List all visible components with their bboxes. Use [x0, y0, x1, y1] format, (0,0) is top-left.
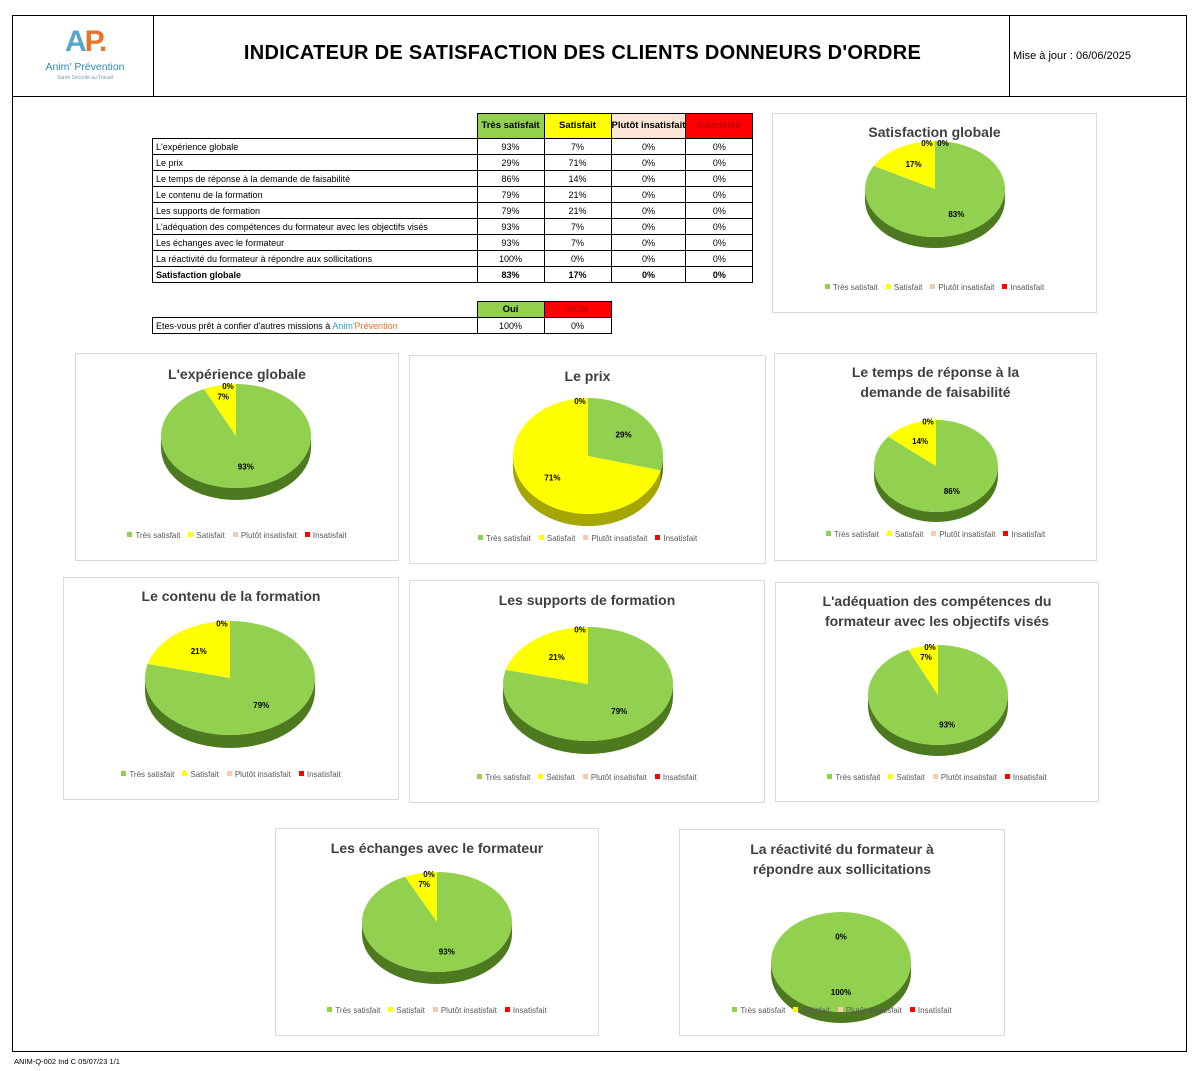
data-label: 7%: [217, 392, 230, 402]
legend-swatch-icon: [583, 535, 588, 540]
table-total-row: [153, 267, 753, 283]
legend-item: [305, 531, 347, 540]
chart-supports-formation: [409, 580, 765, 803]
row-value: 0%: [611, 219, 686, 235]
legend-label: Satisfait: [190, 770, 219, 779]
row-value: 0%: [686, 171, 753, 187]
legend-label: Très satisfait: [833, 530, 879, 539]
row-value: 79%: [477, 187, 544, 203]
legend-item: [887, 530, 923, 539]
legend-swatch-icon: [732, 1007, 737, 1012]
legend-swatch-icon: [931, 531, 936, 536]
legend-item: [838, 1006, 902, 1015]
data-label: 0%: [937, 138, 949, 148]
row-value: 29%: [477, 155, 544, 171]
chart-legend: [410, 773, 764, 782]
legend-label: Très satisfait: [129, 770, 175, 779]
row-value: 7%: [544, 139, 611, 155]
row-value: 0%: [611, 155, 686, 171]
table-row: [153, 251, 753, 267]
row-value: 93%: [477, 139, 544, 155]
legend-label: Satisfait: [196, 531, 225, 540]
legend-swatch-icon: [182, 771, 187, 776]
legend-label: Plutôt insatisfait: [440, 1006, 497, 1015]
row-value: 0%: [686, 235, 753, 251]
row-value: 83%: [477, 267, 544, 283]
legend-label: Insatisfait: [1011, 530, 1046, 539]
legend-swatch-icon: [910, 1007, 915, 1012]
legend-item: [1002, 283, 1044, 292]
legend-label: Satisfait: [396, 1006, 425, 1015]
legend-label: Très satisfait: [485, 534, 531, 543]
page-title: INDICATEUR DE SATISFACTION DES CLIENTS DONNEURS D'ORDRE: [243, 42, 922, 64]
pie-slice-très-satisfait: [771, 912, 911, 1012]
legend-item: [433, 1006, 497, 1015]
row-label: Le contenu de la formation: [153, 187, 478, 203]
chart-title: Le prix: [564, 368, 611, 384]
pie-chart: [76, 354, 398, 560]
pie-chart: [410, 356, 765, 563]
mission-question: [153, 318, 478, 334]
legend-item: [1005, 773, 1047, 782]
legend-swatch-icon: [433, 1007, 438, 1012]
legend-item: [233, 531, 297, 540]
row-value: 71%: [544, 155, 611, 171]
row-value: 0%: [686, 187, 753, 203]
row-value: 17%: [544, 267, 611, 283]
data-label: 79%: [611, 707, 628, 717]
legend-swatch-icon: [583, 774, 588, 779]
chart-legend: [680, 1006, 1004, 1015]
chart-legend: [276, 1006, 598, 1015]
legend-item: [655, 534, 697, 543]
chart-temps-reponse: [774, 353, 1097, 561]
row-value: 86%: [477, 171, 544, 187]
legend-item: [539, 534, 575, 543]
row-value: 93%: [477, 235, 544, 251]
chart-title: L'adéquation des compétences du: [822, 593, 1052, 609]
data-label: 79%: [253, 701, 270, 711]
legend-item: [182, 770, 218, 779]
row-value: 7%: [544, 235, 611, 251]
row-value: 0%: [611, 203, 686, 219]
legend-item: [886, 283, 922, 292]
row-value: 0%: [686, 267, 753, 283]
data-label: 0%: [423, 870, 435, 879]
pie-chart: [776, 583, 1098, 801]
legend-label: Plutôt insatisfait: [590, 773, 647, 782]
legend-item: [478, 534, 531, 543]
header-insatisfait: Insatisfait: [686, 114, 753, 139]
chart-echanges: [275, 828, 599, 1036]
row-value: 0%: [611, 235, 686, 251]
legend-item: [933, 773, 997, 782]
mission-corner: [153, 302, 478, 318]
legend-swatch-icon: [388, 1007, 393, 1012]
legend-label: Plutôt insatisfait: [845, 1006, 902, 1015]
row-value: 0%: [611, 187, 686, 203]
legend-swatch-icon: [1003, 531, 1008, 536]
satisfaction-table: [152, 113, 753, 283]
data-label: 0%: [216, 619, 228, 629]
data-label: 86%: [943, 486, 960, 496]
legend-item: [227, 770, 291, 779]
data-label: 0%: [835, 932, 847, 942]
legend-swatch-icon: [887, 531, 892, 536]
pie-chart: [276, 829, 598, 1035]
legend-item: [583, 773, 647, 782]
legend-label: Très satisfait: [135, 531, 181, 540]
pie-slice-très-satisfait: [161, 384, 311, 488]
data-label: 93%: [939, 720, 956, 730]
data-label: 83%: [948, 209, 965, 219]
row-value: 14%: [544, 171, 611, 187]
chart-title: répondre aux sollicitations: [752, 861, 932, 877]
data-label: 0%: [222, 382, 234, 392]
legend-item: [910, 1006, 952, 1015]
legend-swatch-icon: [121, 771, 126, 776]
row-value: 0%: [686, 155, 753, 171]
row-label: L'expérience globale: [153, 139, 478, 155]
legend-swatch-icon: [305, 532, 310, 537]
legend-label: Insatisfait: [512, 1006, 547, 1015]
chart-title: formateur avec les objectifs visés: [824, 613, 1050, 629]
row-label: Le temps de réponse à la demande de faisabilité: [153, 171, 478, 187]
mission-value-oui: 100%: [477, 318, 544, 334]
legend-label: Plutôt insatisfait: [240, 531, 297, 540]
data-label: 0%: [574, 396, 586, 406]
legend-swatch-icon: [538, 774, 543, 779]
legend-item: [477, 773, 530, 782]
row-value: 0%: [611, 139, 686, 155]
data-label: 17%: [905, 160, 922, 170]
chart-legend: [64, 770, 398, 779]
legend-item: [299, 770, 341, 779]
chart-legend: [776, 773, 1098, 782]
legend-swatch-icon: [227, 771, 232, 776]
chart-legend: [773, 283, 1096, 292]
legend-label: Satisfait: [801, 1006, 830, 1015]
header-non: NON: [544, 302, 611, 318]
chart-contenu-formation: [63, 577, 399, 800]
legend-swatch-icon: [826, 531, 831, 536]
row-value: 7%: [544, 219, 611, 235]
mission-table: [152, 301, 612, 334]
legend-label: Plutôt insatisfait: [234, 770, 291, 779]
chart-title: Les échanges avec le formateur: [330, 840, 544, 856]
data-label: 93%: [438, 947, 455, 957]
row-value: 79%: [477, 203, 544, 219]
legend-label: Insatisfait: [1010, 283, 1045, 292]
legend-item: [888, 773, 924, 782]
logo-name: Anim' Prévention: [45, 61, 125, 73]
row-label: Le prix: [153, 155, 478, 171]
pie-chart: [410, 581, 764, 802]
legend-swatch-icon: [1005, 774, 1010, 779]
legend-label: Plutôt insatisfait: [939, 530, 996, 539]
table-row: [153, 219, 753, 235]
chart-satisfaction-globale: [772, 113, 1097, 313]
legend-item: [127, 531, 180, 540]
legend-item: [825, 283, 878, 292]
header-oui: Oui: [477, 302, 544, 318]
data-label: 21%: [190, 646, 207, 656]
row-value: 0%: [686, 251, 753, 267]
legend-swatch-icon: [888, 774, 893, 779]
legend-label: Satisfait: [546, 534, 576, 543]
legend-label: Très satisfait: [485, 773, 531, 782]
legend-swatch-icon: [827, 774, 832, 779]
legend-label: Satisfait: [896, 773, 925, 782]
chart-legend: [775, 530, 1096, 539]
mission-header-row: [153, 302, 612, 318]
legend-label: Très satisfait: [832, 283, 878, 292]
legend-item: [1003, 530, 1045, 539]
data-label: 21%: [548, 652, 565, 662]
legend-item: [793, 1006, 829, 1015]
mission-brand-b: Prévention: [354, 320, 398, 331]
legend-swatch-icon: [505, 1007, 510, 1012]
chart-legend: [76, 531, 398, 540]
table-row: [153, 203, 753, 219]
data-label: 93%: [237, 462, 254, 472]
legend-label: Très satisfait: [740, 1006, 786, 1015]
legend-swatch-icon: [299, 771, 304, 776]
mission-value-non: 0%: [544, 318, 611, 334]
legend-swatch-icon: [478, 535, 483, 540]
update-date: Mise à jour : 06/06/2025: [1013, 50, 1132, 62]
legend-label: Plutôt insatisfait: [940, 773, 997, 782]
legend-item: [930, 283, 994, 292]
legend-swatch-icon: [930, 284, 935, 289]
legend-item: [538, 773, 574, 782]
logo-mark-icon: AP.: [65, 25, 106, 58]
chart-experience-globale: [75, 353, 399, 561]
legend-label: Très satisfait: [335, 1006, 381, 1015]
legend-item: [931, 530, 995, 539]
data-label: 0%: [924, 643, 936, 652]
row-label: L'adéquation des compétences du formateur avec les objectifs visés: [153, 219, 478, 235]
legend-label: Insatisfait: [312, 531, 347, 540]
row-value: 21%: [544, 187, 611, 203]
legend-label: Insatisfait: [1012, 773, 1047, 782]
table-row: [153, 155, 753, 171]
table-row: [153, 139, 753, 155]
chart-title: Satisfaction globale: [868, 124, 1001, 140]
data-label: 7%: [418, 879, 431, 889]
legend-item: [655, 773, 697, 782]
legend-swatch-icon: [825, 284, 830, 289]
legend-item: [827, 773, 880, 782]
legend-swatch-icon: [539, 535, 544, 540]
row-label: Les échanges avec le formateur: [153, 235, 478, 251]
pie-chart: [680, 830, 1004, 1035]
chart-prix: [409, 355, 766, 564]
legend-item: [583, 534, 647, 543]
data-label: 71%: [544, 473, 561, 483]
data-label: 0%: [922, 417, 934, 427]
table-row: [153, 187, 753, 203]
data-label: 0%: [574, 625, 586, 635]
legend-item: [188, 531, 224, 540]
legend-item: [505, 1006, 547, 1015]
mission-brand-a: Anim': [332, 320, 355, 331]
row-value: 0%: [686, 219, 753, 235]
legend-label: Insatisfait: [306, 770, 341, 779]
table-row: [153, 171, 753, 187]
legend-item: [388, 1006, 424, 1015]
chart-title: Le contenu de la formation: [141, 588, 321, 604]
header-divider-left: [153, 15, 154, 97]
legend-swatch-icon: [655, 774, 660, 779]
row-label: Satisfaction globale: [153, 267, 478, 283]
row-value: 21%: [544, 203, 611, 219]
chart-title: La réactivité du formateur à: [750, 841, 934, 857]
legend-swatch-icon: [886, 284, 891, 289]
legend-label: Insatisfait: [917, 1006, 952, 1015]
legend-label: Insatisfait: [663, 534, 698, 543]
legend-swatch-icon: [188, 532, 193, 537]
mission-row: [153, 318, 612, 334]
document-footer: ANIM-Q-002 Ind C 05/07/23 1/1: [14, 1057, 120, 1066]
header-tres-satisfait: Très satisfait: [477, 114, 544, 139]
legend-swatch-icon: [838, 1007, 843, 1012]
legend-swatch-icon: [477, 774, 482, 779]
header-divider: [12, 96, 1187, 97]
row-label: Les supports de formation: [153, 203, 478, 219]
legend-label: Satisfait: [894, 530, 924, 539]
row-value: 0%: [686, 139, 753, 155]
legend-label: Plutôt insatisfait: [938, 283, 995, 292]
chart-adequation: [775, 582, 1099, 802]
legend-item: [327, 1006, 380, 1015]
legend-swatch-icon: [1002, 284, 1007, 289]
chart-title: Le temps de réponse à la: [851, 364, 1020, 380]
row-value: 0%: [686, 203, 753, 219]
row-value: 0%: [611, 171, 686, 187]
chart-reactivite: [679, 829, 1005, 1036]
legend-label: Plutôt insatisfait: [591, 534, 648, 543]
company-logo: [30, 25, 140, 85]
chart-title: demande de faisabilité: [860, 384, 1011, 400]
row-value: 0%: [611, 267, 686, 283]
chart-title: L'expérience globale: [168, 366, 306, 382]
table-header-row: [153, 114, 753, 139]
legend-swatch-icon: [327, 1007, 332, 1012]
row-value: 93%: [477, 219, 544, 235]
legend-swatch-icon: [655, 535, 660, 540]
data-label: 0%: [921, 138, 933, 148]
legend-item: [732, 1006, 785, 1015]
chart-title: Les supports de formation: [498, 592, 676, 608]
data-label: 14%: [912, 437, 929, 447]
mission-question-text: Etes-vous prêt à confier d'autres missions à: [156, 320, 333, 331]
legend-label: Insatisfait: [662, 773, 697, 782]
legend-swatch-icon: [933, 774, 938, 779]
legend-swatch-icon: [127, 532, 132, 537]
legend-label: Satisfait: [546, 773, 575, 782]
data-label: 100%: [830, 988, 852, 997]
logo-tagline: Santé Sécurité au Travail: [57, 75, 113, 81]
data-label: 7%: [920, 652, 932, 662]
row-value: 100%: [477, 251, 544, 267]
legend-item: [826, 530, 879, 539]
data-label: 29%: [615, 430, 632, 440]
table-corner: [153, 114, 478, 139]
header-satisfait: Satisfait: [544, 114, 611, 139]
legend-label: Satisfait: [893, 283, 923, 292]
legend-label: Très satisfait: [835, 773, 881, 782]
row-value: 0%: [544, 251, 611, 267]
table-row: [153, 235, 753, 251]
legend-swatch-icon: [233, 532, 238, 537]
legend-swatch-icon: [793, 1007, 798, 1012]
pie-chart: [64, 578, 398, 799]
legend-item: [121, 770, 174, 779]
row-label: La réactivité du formateur à répondre aux sollicitations: [153, 251, 478, 267]
header-plutot-insatisfait: Plutôt insatisfait: [611, 114, 686, 139]
chart-legend: [410, 534, 765, 543]
row-value: 0%: [611, 251, 686, 267]
